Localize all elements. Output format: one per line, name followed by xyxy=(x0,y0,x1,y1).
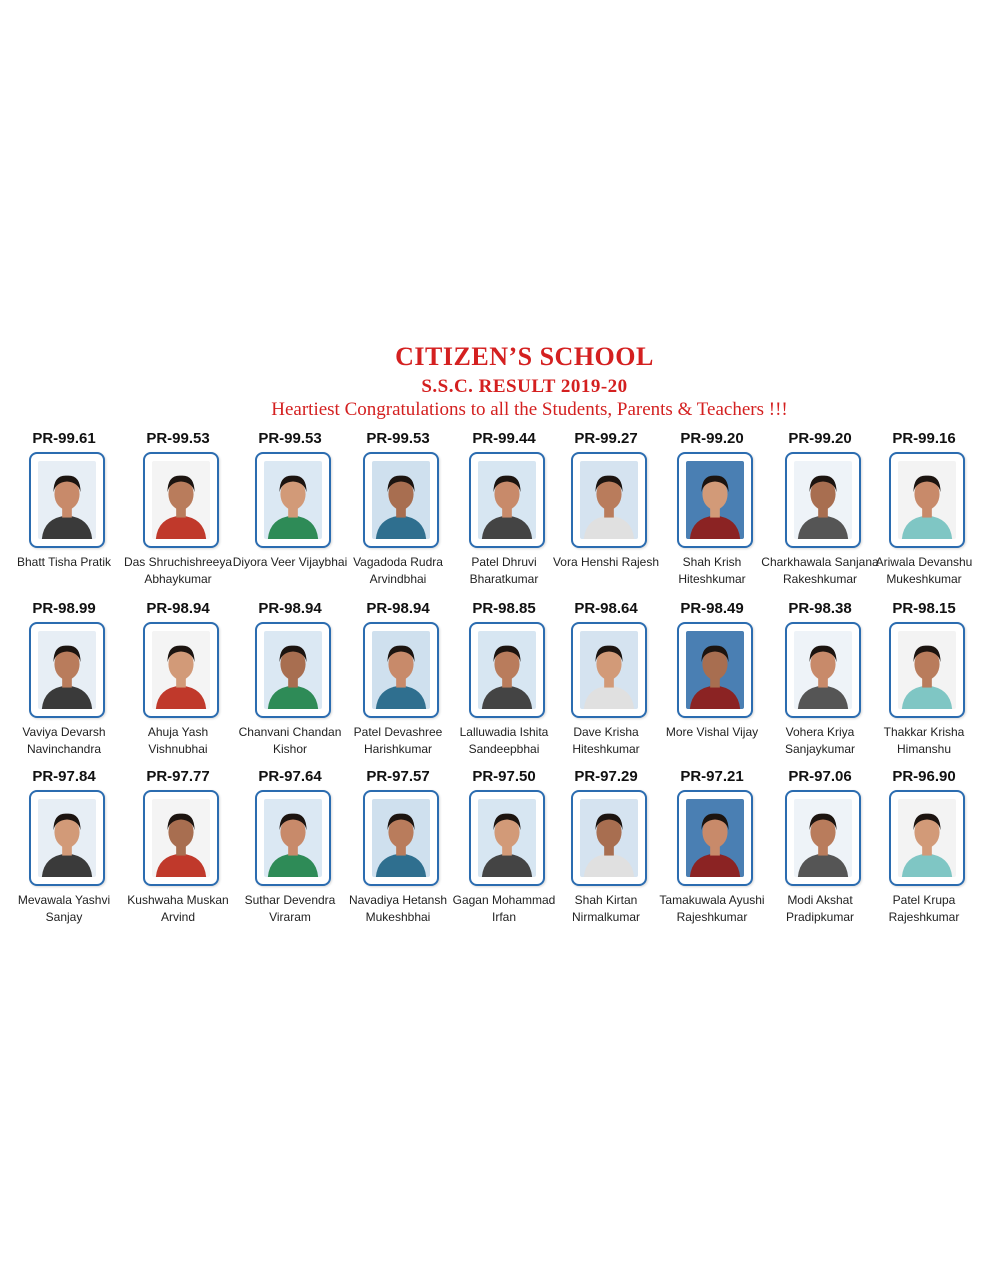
student-name: Shah Kirtan Nirmalkumar xyxy=(571,893,640,924)
student-card xyxy=(236,768,344,938)
student-photo-frame xyxy=(571,790,647,886)
student-card xyxy=(766,600,874,770)
percentile-rank: PR-97.29 xyxy=(574,768,638,785)
student-photo-frame xyxy=(143,452,219,548)
percentile-rank: PR-99.20 xyxy=(788,430,852,447)
student-photo-frame xyxy=(889,622,965,718)
percentile-rank: PR-99.61 xyxy=(32,430,96,447)
student-photo-frame xyxy=(889,790,965,886)
percentile-rank: PR-97.50 xyxy=(472,768,536,785)
student-name: Mevawala Yashvi Sanjay xyxy=(17,893,111,924)
student-photo-frame xyxy=(255,452,331,548)
student-photo xyxy=(372,631,430,709)
student-name: Diyora Veer Vijaybhai xyxy=(232,555,348,569)
student-card xyxy=(450,768,558,938)
student-photo-frame xyxy=(571,452,647,548)
student-name: Tamakuwala Ayushi Rajeshkumar xyxy=(659,893,765,924)
student-name: Gagan Mohammad Irfan xyxy=(452,893,556,924)
student-photo xyxy=(152,461,210,539)
student-photo-frame xyxy=(677,622,753,718)
student-photo-frame xyxy=(29,790,105,886)
student-card xyxy=(124,600,232,770)
percentile-rank: PR-98.94 xyxy=(258,600,322,617)
student-photo xyxy=(794,799,852,877)
student-photo-frame xyxy=(363,622,439,718)
student-card xyxy=(552,430,660,600)
student-name: Navadiya Hetansh Mukeshbhai xyxy=(348,893,448,924)
student-photo-frame xyxy=(255,622,331,718)
percentile-rank: PR-98.94 xyxy=(146,600,210,617)
percentile-rank: PR-98.64 xyxy=(574,600,638,617)
student-card xyxy=(766,768,874,938)
congratulations-message: Heartiest Congratulations to all the Students, Parents & Teachers !!! xyxy=(271,399,788,420)
student-name: Thakkar Krisha Himanshu xyxy=(883,725,965,756)
student-photo xyxy=(580,799,638,877)
percentile-rank: PR-98.38 xyxy=(788,600,852,617)
student-name: Chanvani Chandan Kishor xyxy=(238,725,342,756)
percentile-rank: PR-97.57 xyxy=(366,768,430,785)
percentile-rank: PR-99.16 xyxy=(892,430,956,447)
student-photo xyxy=(38,799,96,877)
student-card xyxy=(124,430,232,600)
student-name: More Vishal Vijay xyxy=(665,725,759,739)
student-photo-frame xyxy=(143,790,219,886)
student-name: Dave Krisha Hiteshkumar xyxy=(572,725,640,756)
student-photo xyxy=(898,631,956,709)
student-card xyxy=(10,430,118,600)
student-card xyxy=(658,600,766,770)
student-card xyxy=(344,600,452,770)
student-name: Ariwala Devanshu Mukeshkumar xyxy=(875,555,973,586)
student-name: Ahuja Yash Vishnubhai xyxy=(147,725,209,756)
student-photo-frame xyxy=(469,452,545,548)
student-photo-frame xyxy=(29,452,105,548)
student-photo xyxy=(686,631,744,709)
student-photo-frame xyxy=(469,790,545,886)
student-photo-frame xyxy=(677,452,753,548)
student-photo xyxy=(478,799,536,877)
percentile-rank: PR-99.20 xyxy=(680,430,744,447)
student-card xyxy=(450,430,558,600)
student-card xyxy=(236,600,344,770)
student-photo xyxy=(478,631,536,709)
student-card xyxy=(552,600,660,770)
percentile-rank: PR-98.15 xyxy=(892,600,956,617)
student-photo xyxy=(372,799,430,877)
student-photo xyxy=(38,461,96,539)
student-photo xyxy=(38,631,96,709)
percentile-rank: PR-99.53 xyxy=(366,430,430,447)
student-photo-frame xyxy=(363,452,439,548)
student-photo xyxy=(264,799,322,877)
student-photo-frame xyxy=(889,452,965,548)
percentile-rank: PR-99.27 xyxy=(574,430,638,447)
school-name: CITIZEN’S SCHOOL xyxy=(395,342,654,371)
student-photo xyxy=(264,461,322,539)
percentile-rank: PR-97.21 xyxy=(680,768,744,785)
student-card xyxy=(870,600,978,770)
student-card xyxy=(658,768,766,938)
student-photo xyxy=(152,799,210,877)
student-photo-frame xyxy=(363,790,439,886)
student-photo xyxy=(264,631,322,709)
student-photo-frame xyxy=(785,622,861,718)
percentile-rank: PR-99.44 xyxy=(472,430,536,447)
student-card xyxy=(658,430,766,600)
percentile-rank: PR-98.94 xyxy=(366,600,430,617)
student-name: Kushwaha Muskan Arvind xyxy=(127,893,229,924)
student-card xyxy=(870,768,978,938)
student-name: Vohera Kriya Sanjaykumar xyxy=(784,725,856,756)
student-photo-frame xyxy=(469,622,545,718)
student-photo xyxy=(686,799,744,877)
student-card xyxy=(10,600,118,770)
student-photo-frame xyxy=(255,790,331,886)
student-photo-frame xyxy=(785,790,861,886)
student-photo xyxy=(478,461,536,539)
student-name: Vagadoda Rudra Arvindbhai xyxy=(353,555,443,586)
student-card xyxy=(344,430,452,600)
student-name: Shah Krish Hiteshkumar xyxy=(678,555,746,586)
percentile-rank: PR-98.49 xyxy=(680,600,744,617)
student-card xyxy=(124,768,232,938)
student-name: Suthar Devendra Viraram xyxy=(244,893,336,924)
student-card xyxy=(344,768,452,938)
student-name: Patel Krupa Rajeshkumar xyxy=(888,893,960,924)
student-name: Patel Dhruvi Bharatkumar xyxy=(469,555,539,586)
student-photo xyxy=(898,799,956,877)
result-title: S.S.C. RESULT 2019-20 xyxy=(421,376,628,397)
percentile-rank: PR-99.53 xyxy=(258,430,322,447)
student-name: Charkhawala Sanjana Rakeshkumar xyxy=(761,555,879,586)
student-name: Vaviya Devarsh Navinchandra xyxy=(22,725,106,756)
percentile-rank: PR-99.53 xyxy=(146,430,210,447)
student-name: Vora Henshi Rajesh xyxy=(552,555,660,569)
student-card xyxy=(761,430,879,600)
student-name: Bhatt Tisha Pratik xyxy=(16,555,112,569)
student-name: Modi Akshat Pradipkumar xyxy=(785,893,855,924)
percentile-rank: PR-98.99 xyxy=(32,600,96,617)
percentile-rank: PR-96.90 xyxy=(892,768,956,785)
percentile-rank: PR-97.06 xyxy=(788,768,852,785)
student-photo-frame xyxy=(29,622,105,718)
student-photo-frame xyxy=(571,622,647,718)
percentile-rank: PR-98.85 xyxy=(472,600,536,617)
percentile-rank: PR-97.64 xyxy=(258,768,322,785)
student-photo-frame xyxy=(785,452,861,548)
student-photo-frame xyxy=(143,622,219,718)
student-photo xyxy=(794,461,852,539)
student-name: Das Shruchishreeya Abhaykumar xyxy=(123,555,233,586)
student-card xyxy=(870,430,978,600)
percentile-rank: PR-97.77 xyxy=(146,768,210,785)
student-photo xyxy=(372,461,430,539)
student-photo xyxy=(794,631,852,709)
student-photo-frame xyxy=(677,790,753,886)
student-photo xyxy=(580,631,638,709)
percentile-rank: PR-97.84 xyxy=(32,768,96,785)
student-card xyxy=(450,600,558,770)
student-photo xyxy=(580,461,638,539)
student-card xyxy=(232,430,348,600)
student-name: Patel Devashree Harishkumar xyxy=(353,725,443,756)
student-photo xyxy=(152,631,210,709)
student-name: Lalluwadia Ishita Sandeepbhai xyxy=(459,725,549,756)
student-photo xyxy=(898,461,956,539)
student-photo xyxy=(686,461,744,539)
student-card xyxy=(10,768,118,938)
student-card xyxy=(552,768,660,938)
